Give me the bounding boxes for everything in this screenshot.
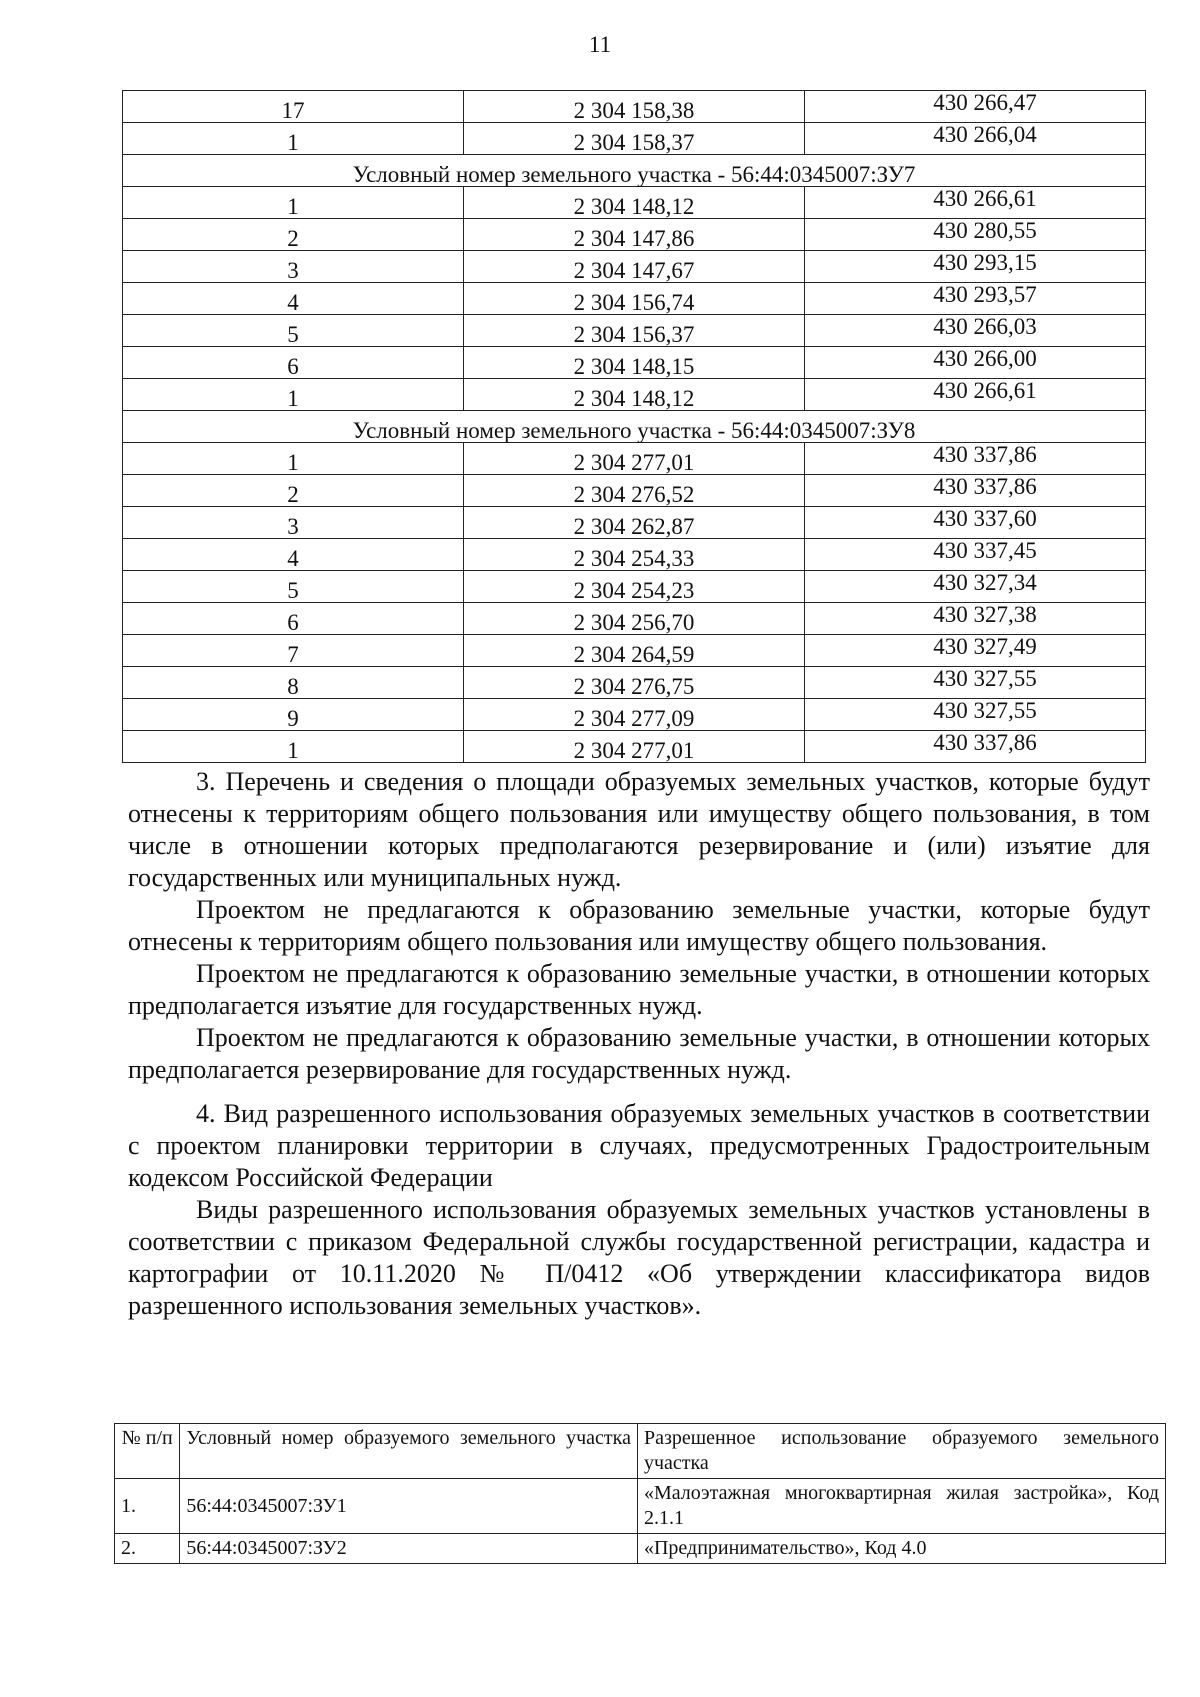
point-number: 3 [123,507,464,539]
header-permitted-use-text: Разрешенное использование образуемого земельного участка [643,1427,1159,1474]
table-row [123,347,1146,379]
point-number: 1 [123,187,464,219]
table-row [123,635,1146,667]
coordinates-table-body [123,91,1146,763]
plot-title-row [123,155,1146,187]
point-number: 1 [123,443,464,475]
coordinate-y: 430 266,00 [805,347,1146,379]
section-3-paragraph-1: Проектом не предлагаются к образованию земельные участки, которые будут отнесены к территориям общего пользования или имуществу общего пользования. [128,895,1150,956]
table-row [123,379,1146,411]
plot-title-row [123,411,1146,443]
header-plot-id-text: Условный номер образуемого земельного участка [186,1427,631,1449]
table-row [123,603,1146,635]
coordinate-x: 2 304 156,37 [464,315,805,347]
point-number: 7 [123,635,464,667]
point-number: 9 [123,699,464,731]
row-permitted-use: «Малоэтажная многоквартирная жилая застройка», Код 2.1.1 [637,1479,1165,1534]
row-plot-id: 56:44:0345007:ЗУ2 [180,1534,638,1564]
point-number: 4 [123,283,464,315]
point-number: 6 [123,347,464,379]
table-row [123,443,1146,475]
table-row [123,123,1146,155]
coordinate-y: 430 293,57 [805,283,1146,315]
table-row [123,731,1146,763]
coordinate-x: 2 304 147,67 [464,251,805,283]
table-row [123,475,1146,507]
table-row [123,283,1146,315]
point-number: 1 [123,731,464,763]
coordinate-y: 430 337,86 [805,443,1146,475]
coordinate-y: 430 266,61 [805,187,1146,219]
table-row [123,507,1146,539]
coordinate-x: 2 304 148,15 [464,347,805,379]
coordinate-y: 430 293,15 [805,251,1146,283]
coordinates-table [122,90,1146,763]
section-3-paragraph-3: Проектом не предлагаются к образованию земельные участки, в отношении которых предполагается резервирование для государственных нужд. [128,1023,1150,1084]
table-row [123,251,1146,283]
coordinate-x: 2 304 148,12 [464,379,805,411]
coordinate-y: 430 327,34 [805,571,1146,603]
table-row [123,667,1146,699]
row-number: 2. [115,1534,180,1564]
coordinate-x: 2 304 277,09 [464,699,805,731]
coordinate-x: 2 304 158,37 [464,123,805,155]
table-row [123,315,1146,347]
table-row [115,1479,1166,1534]
coordinate-x: 2 304 147,86 [464,219,805,251]
coordinate-x: 2 304 277,01 [464,731,805,763]
header-plot-id [180,1424,638,1479]
section-4-paragraph-1: Виды разрешенного использования образуемых земельных участков установлены в соответствии с приказом Федеральной службы государственной регистрации, кадастра и картографии от 10.11.2020 № П/0412 «Об утверждении классификатора видов разрешенного использования земельных участков». [128,1195,1150,1320]
header-number: № п/п [115,1424,180,1479]
coordinate-x: 2 304 156,74 [464,283,805,315]
coordinate-y: 430 337,45 [805,539,1146,571]
table-row [123,699,1146,731]
point-number: 17 [123,91,464,123]
coordinate-x: 2 304 277,01 [464,443,805,475]
coordinate-y: 430 327,55 [805,699,1146,731]
section-3-heading: 3. Перечень и сведения о площади образуемых земельных участков, которые будут отнесены к территориям общего пользования или имуществу общего пользования, в том числе в отношении которых предполагаются резервирование и (или) изъятие для государственных или муниципальных нужд. [128,767,1150,892]
coordinate-y: 430 337,60 [805,507,1146,539]
point-number: 5 [123,571,464,603]
section-3 [128,766,1150,1086]
point-number: 6 [123,603,464,635]
coordinate-x: 2 304 276,52 [464,475,805,507]
table-row [123,571,1146,603]
section-4 [128,1098,1150,1322]
plot-title: Условный номер земельного участка - 56:44:0345007:ЗУ7 [123,155,1146,187]
coordinate-x: 2 304 264,59 [464,635,805,667]
point-number: 1 [123,379,464,411]
coordinate-x: 2 304 148,12 [464,187,805,219]
coordinate-x: 2 304 254,33 [464,539,805,571]
point-number: 5 [123,315,464,347]
row-plot-id: 56:44:0345007:ЗУ1 [180,1479,638,1534]
coordinate-y: 430 337,86 [805,475,1146,507]
section-3-paragraph-2: Проектом не предлагаются к образованию земельные участки, в отношении которых предполагается изъятие для государственных нужд. [128,959,1150,1020]
page-number: 11 [588,32,612,57]
coordinate-y: 430 327,55 [805,667,1146,699]
row-permitted-use: «Предпринимательство», Код 4.0 [637,1534,1165,1564]
coordinate-y: 430 266,03 [805,315,1146,347]
coordinate-y: 430 327,49 [805,635,1146,667]
section-4-heading: 4. Вид разрешенного использования образуемых земельных участков в соответствии с проектом планировки территории в случаях, предусмотренных Градостроительным кодексом Российской Федерации [128,1099,1150,1192]
point-number: 1 [123,123,464,155]
point-number: 2 [123,475,464,507]
coordinate-y: 430 327,38 [805,603,1146,635]
plot-title: Условный номер земельного участка - 56:44:0345007:ЗУ8 [123,411,1146,443]
coordinate-x: 2 304 254,23 [464,571,805,603]
coordinate-y: 430 266,47 [805,91,1146,123]
coordinate-y: 430 337,86 [805,731,1146,763]
land-use-table [114,1423,1166,1564]
table-row [123,187,1146,219]
point-number: 3 [123,251,464,283]
table-row [123,219,1146,251]
point-number: 8 [123,667,464,699]
table-row [115,1534,1166,1564]
point-number: 2 [123,219,464,251]
coordinate-y: 430 266,61 [805,379,1146,411]
coordinate-y: 430 266,04 [805,123,1146,155]
coordinate-x: 2 304 256,70 [464,603,805,635]
table-row [123,91,1146,123]
table-row [123,539,1146,571]
land-use-table-header [115,1424,1166,1479]
coordinate-y: 430 280,55 [805,219,1146,251]
row-number: 1. [115,1479,180,1534]
point-number: 4 [123,539,464,571]
coordinate-x: 2 304 276,75 [464,667,805,699]
header-permitted-use [637,1424,1165,1479]
coordinate-x: 2 304 262,87 [464,507,805,539]
coordinate-x: 2 304 158,38 [464,91,805,123]
